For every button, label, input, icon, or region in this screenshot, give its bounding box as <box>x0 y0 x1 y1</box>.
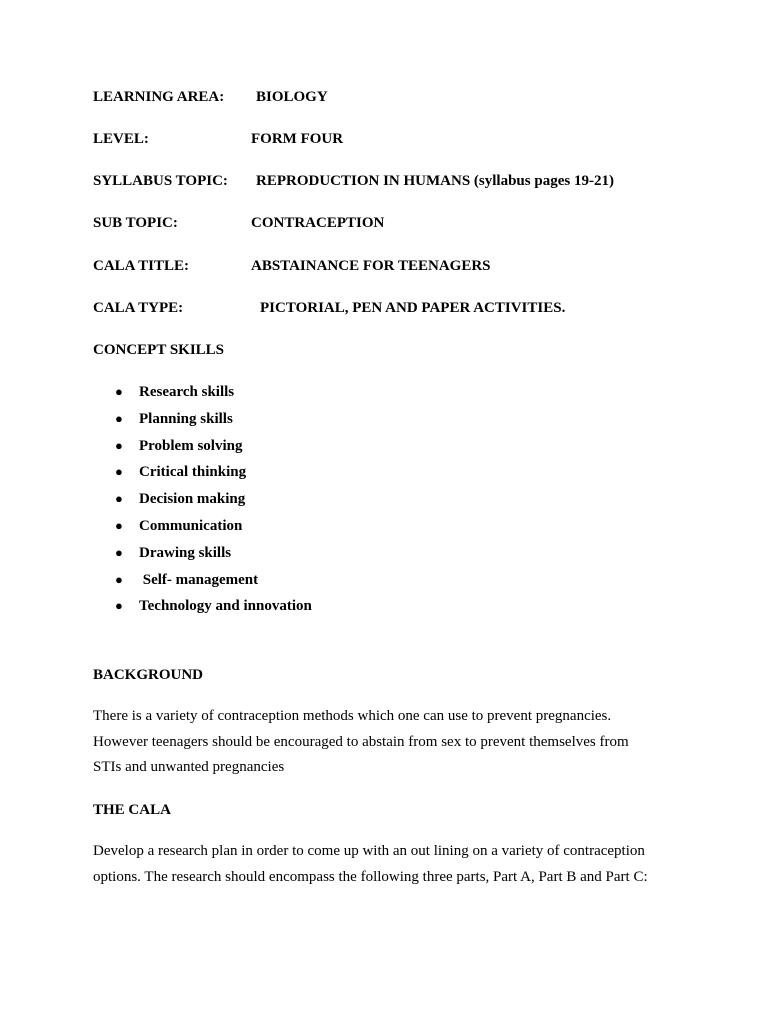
bullet-icon: ● <box>115 491 123 507</box>
cala-title-row <box>93 257 491 275</box>
concept-skills-heading: CONCEPT SKILLS <box>93 342 225 358</box>
skill-text: Critical thinking <box>139 464 247 481</box>
syllabus-topic-row <box>93 172 614 190</box>
cala-title-label: CALA TITLE: <box>93 258 190 274</box>
sub-topic-row <box>93 214 385 232</box>
paragraph-line: However teenagers should be encouraged to abstain from sex to prevent themselves from <box>93 733 629 750</box>
cala-type-label: CALA TYPE: <box>93 300 184 316</box>
paragraph-line: options. The research should encompass the following three parts, Part A, Part B and Part C: <box>93 868 648 885</box>
bullet-icon: ● <box>115 464 123 480</box>
skill-text: Drawing skills <box>139 544 232 561</box>
level-row <box>93 130 344 148</box>
bullet-icon: ● <box>115 544 123 560</box>
syllabus-topic-label: SYLLABUS TOPIC: <box>93 173 228 189</box>
level-label: LEVEL: <box>93 131 149 147</box>
bullet-icon: ● <box>115 571 123 587</box>
bullet-icon: ● <box>115 410 123 426</box>
paragraph-line: Develop a research plan in order to come up with an out lining on a variety of contraception <box>93 843 645 859</box>
bullet-icon: ● <box>115 598 123 614</box>
cala-type-row <box>93 299 566 317</box>
bullet-icon: ● <box>115 437 123 453</box>
learning-area-label: LEARNING AREA: <box>93 89 225 105</box>
skill-text: Communication <box>139 517 243 534</box>
syllabus-topic-value: REPRODUCTION IN HUMANS (syllabus pages 19-21) <box>256 173 614 189</box>
bullet-icon: ● <box>115 384 123 399</box>
paragraph-line: STIs and unwanted pregnancies <box>93 759 285 775</box>
cala-type-value: PICTORIAL, PEN AND PAPER ACTIVITIES. <box>260 300 566 316</box>
cala-title-value: ABSTAINANCE FOR TEENAGERS <box>251 258 491 274</box>
paragraph-line: There is a variety of contraception methods which one can use to prevent pregnancies. <box>93 708 612 724</box>
skill-text: Planning skills <box>139 410 233 427</box>
background-paragraph <box>93 704 693 781</box>
background-heading: BACKGROUND <box>93 667 204 683</box>
the-cala-heading: THE CALA <box>93 802 171 818</box>
bullet-icon: ● <box>115 517 123 533</box>
level-value: FORM FOUR <box>251 131 344 147</box>
skill-text: Research skills <box>139 384 235 400</box>
learning-area-row <box>93 88 328 106</box>
sub-topic-value: CONTRACEPTION <box>251 215 385 231</box>
cala-paragraph <box>93 839 693 890</box>
skill-text: Decision making <box>139 491 246 508</box>
learning-area-value: BIOLOGY <box>256 89 328 105</box>
sub-topic-label: SUB TOPIC: <box>93 215 178 231</box>
skill-text: Technology and innovation <box>139 598 312 615</box>
skill-text: Problem solving <box>139 437 243 454</box>
skill-text: Self- management <box>139 571 259 588</box>
